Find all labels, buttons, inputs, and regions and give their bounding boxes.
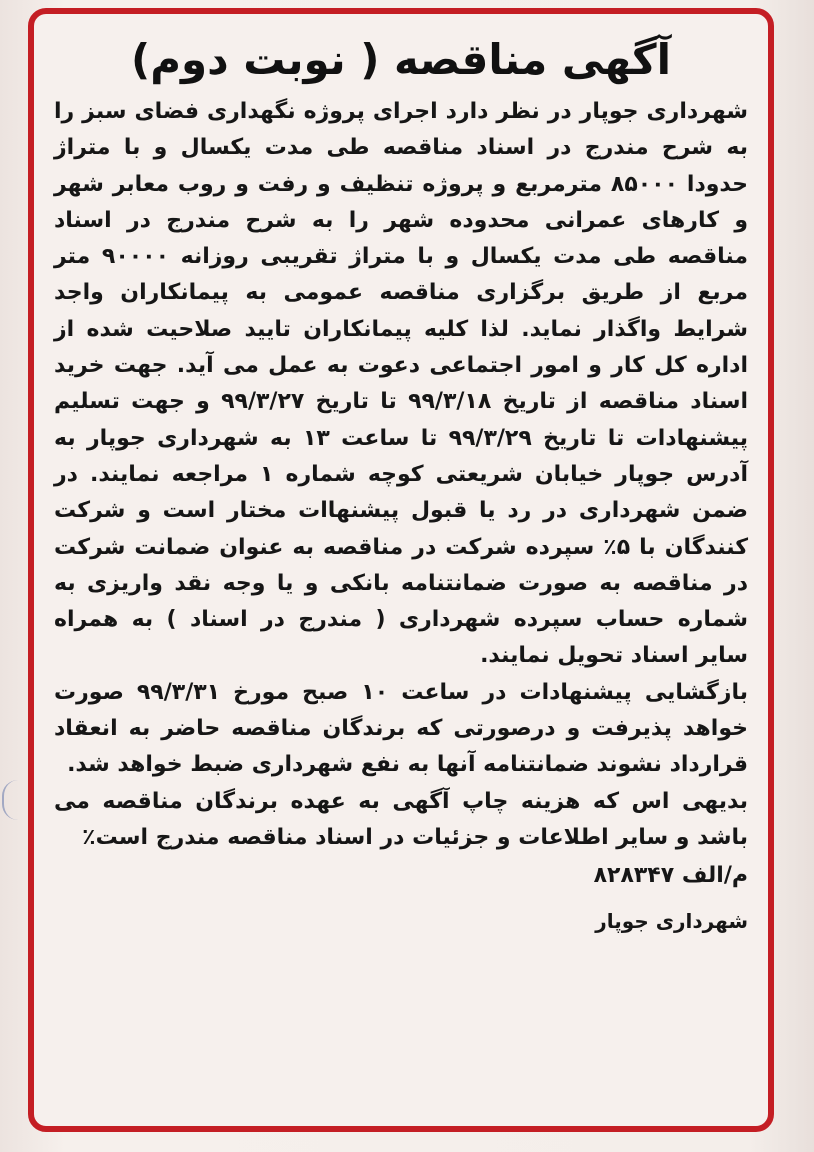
notice-title: آگهی مناقصه ( نوبت دوم)	[131, 35, 671, 84]
notice-paragraph: بدیهی اس که هزینه چاپ آگهی به عهده برندگان مناقصه می باشد و سایر اطلاعات و جزئیات در اسناد مناقصه مندرج است٪	[54, 788, 748, 850]
reference-number: م/الف ۸۲۸۳۴۷	[593, 863, 748, 889]
notice-frame	[28, 8, 774, 1132]
notice-body	[34, 92, 768, 856]
notice-paragraph: شهرداری جوپار در نظر دارد اجرای پروژه نگهداری فضای سبز را به شرح مندرج در اسناد مناقصه طی مدت یکسال و با متراژ حدودا ۸۵۰۰۰ مترمربع و پروژه تنظیف و رفت و روب معابر شهر و کارهای عمرانی محدوده شهر را به شرح مندرج در اسناد مناقصه طی مدت یکسال و با متراژ تقریبی روزانه ۹۰۰۰۰ متر مربع از طریق برگزاری مناقصه عمومی به پیمانکاران واجد شرایط واگذار نماید. لذا کلیه پیمانکاران تایید صلاحیت شده از اداره کل کار و امور اجتماعی دعوت به عمل می آید. جهت خرید اسناد مناقصه از تاریخ ۹۹/۳/۱۸ تا تاریخ ۹۹/۳/۲۷ و جهت تسلیم پیشنهادات تا تاریخ ۹۹/۳/۲۹ تا ساعت ۱۳ به شهرداری جوپار به آدرس جوپار خیابان شریعتی کوچه شماره ۱ مراجعه نمایند. در ضمن شهرداری در رد یا قبول پیشنهاات مختار است و شرکت کنندگان با ۵٪ سپرده شرکت در مناقصه به عنوان ضمانت شرکت در مناقصه به صورت ضمانتنامه بانکی و یا وجه نقد واریزی به شماره حساب سپرده شهرداری ( مندرج در اسناد ) به همراه سایر اسناد تحویل نمایند.	[54, 99, 749, 669]
margin-pen-mark	[2, 780, 18, 820]
signature: شهرداری جوپار	[595, 909, 748, 934]
notice-paragraph: بازگشایی پیشنهادات در ساعت ۱۰ صبح مورخ ۹۹/۳/۳۱ صورت خواهد پذیرفت و درصورتی که برندگان مناقصه حاضر به انعقاد قرارداد نشوند ضمانتنامه آنها به نفع شهرداری ضبط خواهد شد.	[54, 679, 748, 778]
